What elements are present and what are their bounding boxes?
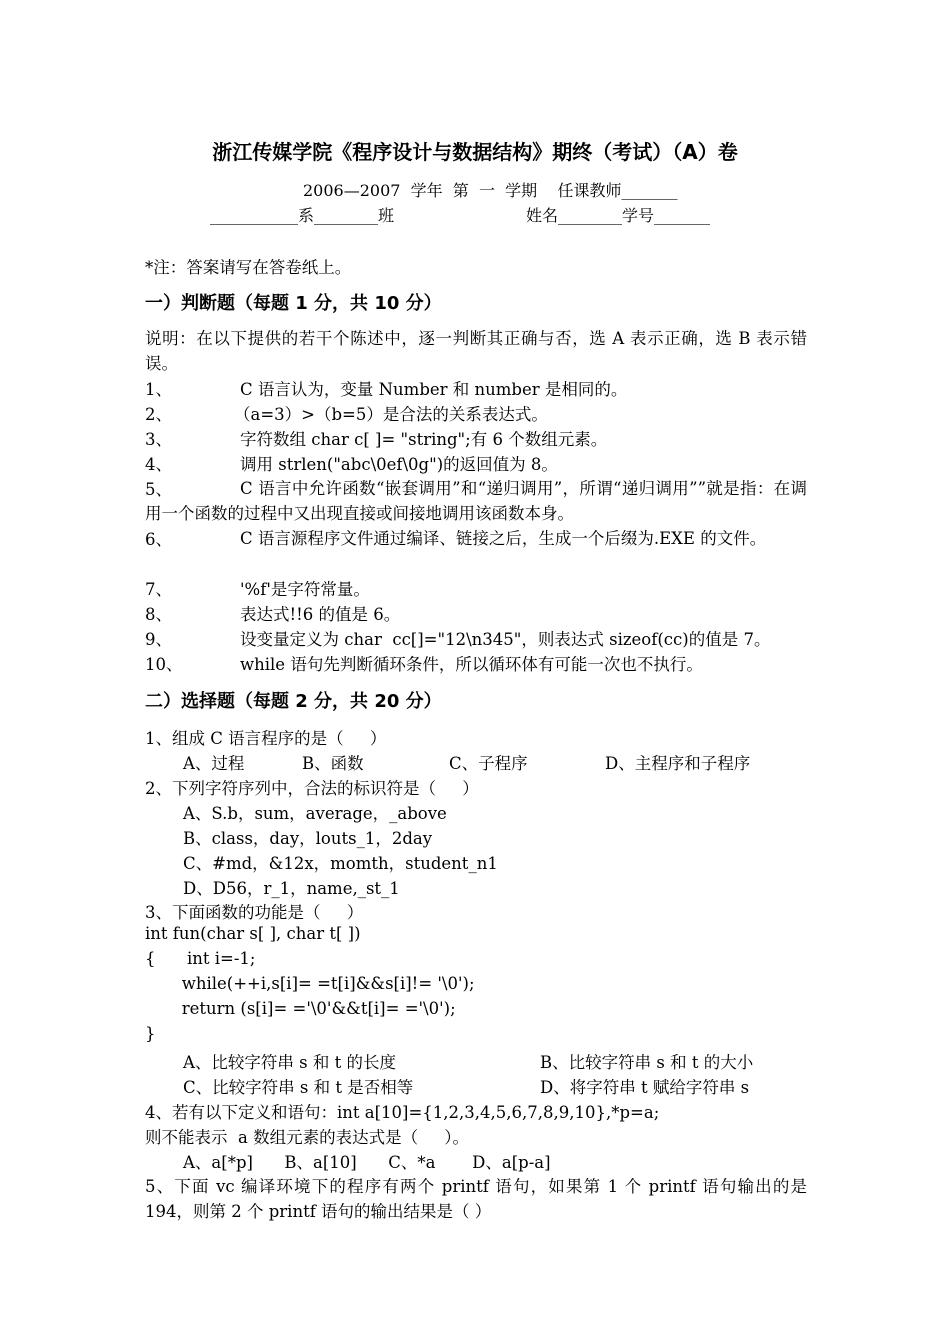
header-name-line xyxy=(526,203,710,226)
mc-q3-code-line: return (s[i]= ='\0'&&t[i]= ='\0'); xyxy=(145,999,456,1018)
tf-text: 设变量定义为 char cc[]="12\n345"，则表达式 sizeof(cc)的值是 7。 xyxy=(240,630,771,649)
tf-text: C 语言源程序文件通过编译、链接之后，生成一个后缀为.EXE 的文件。 xyxy=(240,529,767,548)
mc-q3-option-d: D、将字符串 t 赋给字符串 s xyxy=(540,1078,750,1097)
header-student-line xyxy=(210,203,394,226)
id-blank: _______ xyxy=(654,206,711,225)
header-term-line xyxy=(303,178,677,201)
tf-number: 5、 xyxy=(145,480,172,499)
mc-q1-option-d: D、主程序和子程序 xyxy=(605,754,751,773)
name-label: 姓名 xyxy=(526,206,559,225)
class-label: 班 xyxy=(378,206,395,225)
tf-number: 7、 xyxy=(145,580,172,599)
mc-q3-option-c: C、比较字符串 s 和 t 是否相等 xyxy=(183,1078,414,1097)
mc-q3-code-line: int fun(char s[ ], char t[ ]) xyxy=(145,924,361,943)
mc-q2-option-b: B、class，day，louts_1，2day xyxy=(183,829,433,848)
tf-number: 4、 xyxy=(145,455,172,474)
mc-q2-option-c: C、#md，&12x，momth，student_n1 xyxy=(183,854,498,873)
mc-q4-options: A、a[*p] B、a[10] C、*a D、a[p-a] xyxy=(183,1153,551,1172)
teacher-blank: _______ xyxy=(621,181,678,200)
tf-number: 8、 xyxy=(145,605,172,624)
tf-number: 10、 xyxy=(145,655,183,674)
mc-q3-option-b: B、比较字符串 s 和 t 的大小 xyxy=(540,1053,754,1072)
mc-q5-stem: 5、下面 vc 编译环境下的程序有两个 printf 语句，如果第 1 个 printf 语句输出的是 194，则第 2 个 printf 语句的输出结果是（ ） xyxy=(145,1177,807,1221)
dept-blank: ___________ xyxy=(210,206,298,225)
tf-number: 1、 xyxy=(145,380,172,399)
name-blank: ________ xyxy=(558,206,623,225)
class-blank: ________ xyxy=(314,206,379,225)
mc-q3-code-line: while(++i,s[i]= =t[i]&&s[i]!= '\0'); xyxy=(145,974,475,993)
mc-q1-stem: 1、组成 C 语言程序的是（ ） xyxy=(145,729,387,748)
tf-text: （a=3）>（b=5）是合法的关系表达式。 xyxy=(234,405,548,424)
tf-number: 6、 xyxy=(145,530,172,549)
mc-q1-option-c: C、子程序 xyxy=(449,754,528,773)
answer-note: *注：答案请写在答卷纸上。 xyxy=(145,258,352,277)
section1-instructions: 说明：在以下提供的若干个陈述中，逐一判断其正确与否，选 A 表示正确，选 B 表示错误。 xyxy=(145,329,807,373)
tf-text: 表达式!!6 的值是 6。 xyxy=(240,605,401,624)
mc-q1-option-b: B、函数 xyxy=(302,754,364,773)
dept-label: 系 xyxy=(298,206,315,225)
mc-q2-option-a: A、S.b，sum，average，_above xyxy=(183,804,447,823)
tf-number: 2、 xyxy=(145,405,172,424)
term-text: 2006—2007 学年 第 一 学期 任课教师 xyxy=(303,181,622,200)
id-label: 学号 xyxy=(622,206,655,225)
mc-q4-stem: 4、若有以下定义和语句：int a[10]={1,2,3,4,5,6,7,8,9,10},*p=a; xyxy=(145,1103,660,1122)
section2-heading: 二）选择题（每题 2 分，共 20 分） xyxy=(145,691,442,712)
tf-text: C 语言中允许函数“嵌套调用”和“递归调用”，所谓“递归调用””就是指：在调用一个函数的过程中又出现直接或间接地调用该函数本身。 xyxy=(145,479,807,523)
tf-text: 字符数组 char c[ ]= "string";有 6 个数组元素。 xyxy=(240,430,608,449)
mc-q2-stem: 2、下列字符序列中，合法的标识符是（ ） xyxy=(145,779,479,798)
mc-q3-stem: 3、下面函数的功能是（ ） xyxy=(145,903,364,922)
tf-text: C 语言认为，变量 Number 和 number 是相同的。 xyxy=(240,380,628,399)
mc-q3-code-line: { int i=-1; xyxy=(145,949,256,968)
tf-number: 3、 xyxy=(145,430,172,449)
tf-text: '%f'是字符常量。 xyxy=(240,580,370,599)
tf-text: 调用 strlen("abc\0ef\0g")的返回值为 8。 xyxy=(240,455,558,474)
tf-number: 9、 xyxy=(145,630,172,649)
section1-heading: 一）判断题（每题 1 分，共 10 分） xyxy=(145,293,442,314)
exam-title: 浙江传媒学院《程序设计与数据结构》期终（考试）（A）卷 xyxy=(212,140,738,164)
mc-q3-option-a: A、比较字符串 s 和 t 的长度 xyxy=(183,1053,396,1072)
mc-q1-option-a: A、过程 xyxy=(183,754,245,773)
mc-q2-option-d: D、D56，r_1，name,_st_1 xyxy=(183,879,400,898)
mc-q4-stem-cont: 则不能表示 a 数组元素的表达式是（ ）。 xyxy=(145,1128,470,1147)
tf-text: while 语句先判断循环条件，所以循环体有可能一次也不执行。 xyxy=(240,655,703,674)
mc-q3-code-line: } xyxy=(145,1024,156,1043)
